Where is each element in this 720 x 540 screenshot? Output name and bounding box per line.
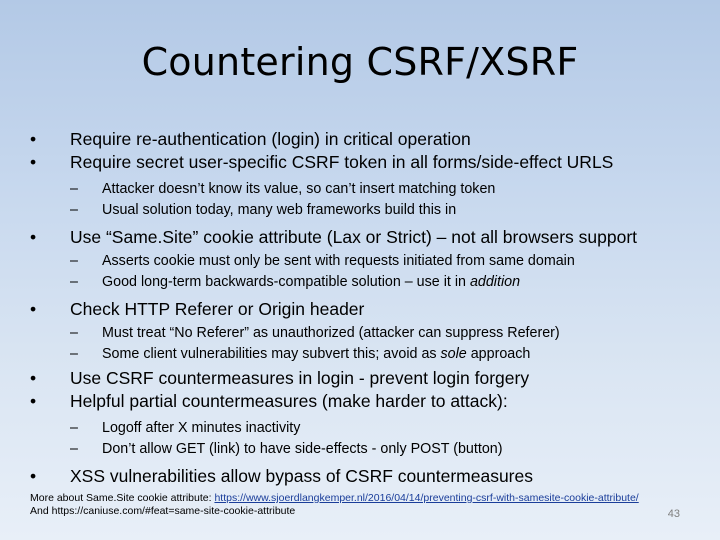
bullet-item xyxy=(30,390,710,413)
sub-bullet-item xyxy=(30,323,710,344)
sub-bullet-text: Must treat “No Referer” as unauthorized (attacker can suppress Referer) xyxy=(102,325,560,341)
bullet-item xyxy=(30,151,710,174)
dash-icon: – xyxy=(70,441,78,457)
dash-icon: – xyxy=(70,202,78,218)
dash-icon: – xyxy=(70,274,78,290)
bullet-item xyxy=(30,226,710,249)
sub-text-pre: Some client vulnerabilities may subvert this; avoid as xyxy=(102,346,441,362)
emphasis-text: sole xyxy=(440,346,467,362)
footer-notes xyxy=(30,492,639,518)
bullet-text: Helpful partial countermeasures (make harder to attack): xyxy=(70,391,508,411)
bullet-text: Use “Same.Site” cookie attribute (Lax or Strict) – not all browsers support xyxy=(70,227,638,247)
footer-prefix: More about Same.Site cookie attribute: xyxy=(30,492,215,504)
slide-title: Countering CSRF/XSRF xyxy=(141,40,579,84)
bullet-text: Require secret user-specific CSRF token in all forms/side-effect URLS xyxy=(70,152,614,172)
bullet-icon: • xyxy=(30,129,37,149)
sub-bullet-item xyxy=(30,200,710,221)
bullet-item xyxy=(30,367,710,390)
sub-bullet-item xyxy=(30,344,710,365)
sub-bullet-text: Attacker doesn’t know its value, so can’t insert matching token xyxy=(102,181,496,197)
bullet-item xyxy=(30,465,710,488)
sub-bullet-text: Don’t allow GET (link) to have side-effects - only POST (button) xyxy=(102,441,503,457)
sub-text-post: approach xyxy=(466,346,531,362)
sub-bullet-item xyxy=(30,418,710,439)
bullet-text: Require re-authentication (login) in critical operation xyxy=(70,129,471,149)
dash-icon: – xyxy=(70,325,78,341)
bullet-text: XSS vulnerabilities allow bypass of CSRF countermeasures xyxy=(70,466,533,486)
bullet-list xyxy=(30,128,710,488)
dash-icon: – xyxy=(70,181,78,197)
bullet-item xyxy=(30,298,710,321)
sub-bullet-item xyxy=(30,439,710,460)
footer-line-1 xyxy=(30,492,639,505)
emphasis-text: addition xyxy=(469,274,521,290)
page-number: 43 xyxy=(667,508,680,520)
samesite-article-link[interactable]: https://www.sjoerdlangkemper.nl/2016/04/14/preventing-csrf-with-samesite-cookie-attribute/ xyxy=(214,492,639,504)
bullet-item xyxy=(30,128,710,151)
sub-text-pre: Good long-term backwards-compatible solution – use it in xyxy=(102,274,470,290)
sub-bullet-text xyxy=(102,272,520,293)
sub-bullet-text: Logoff after X minutes inactivity xyxy=(102,420,301,436)
dash-icon: – xyxy=(70,346,78,362)
sub-bullet-text: Usual solution today, many web frameworks build this in xyxy=(102,202,457,218)
sub-bullet-text xyxy=(102,344,530,365)
bullet-icon: • xyxy=(30,299,37,319)
sub-bullet-item xyxy=(30,272,710,293)
dash-icon: – xyxy=(70,253,78,269)
bullet-icon: • xyxy=(30,152,37,172)
bullet-text: Use CSRF countermeasures in login - prevent login forgery xyxy=(70,368,530,388)
sub-bullet-item xyxy=(30,251,710,272)
bullet-icon: • xyxy=(30,227,37,247)
bullet-icon: • xyxy=(30,391,37,411)
bullet-icon: • xyxy=(30,368,37,388)
footer-line-2: And https://caniuse.com/#feat=same-site-cookie-attribute xyxy=(30,505,296,517)
dash-icon: – xyxy=(70,420,78,436)
sub-bullet-text: Asserts cookie must only be sent with requests initiated from same domain xyxy=(102,253,575,269)
sub-bullet-item xyxy=(30,179,710,200)
bullet-text: Check HTTP Referer or Origin header xyxy=(70,299,365,319)
bullet-icon: • xyxy=(30,466,37,486)
